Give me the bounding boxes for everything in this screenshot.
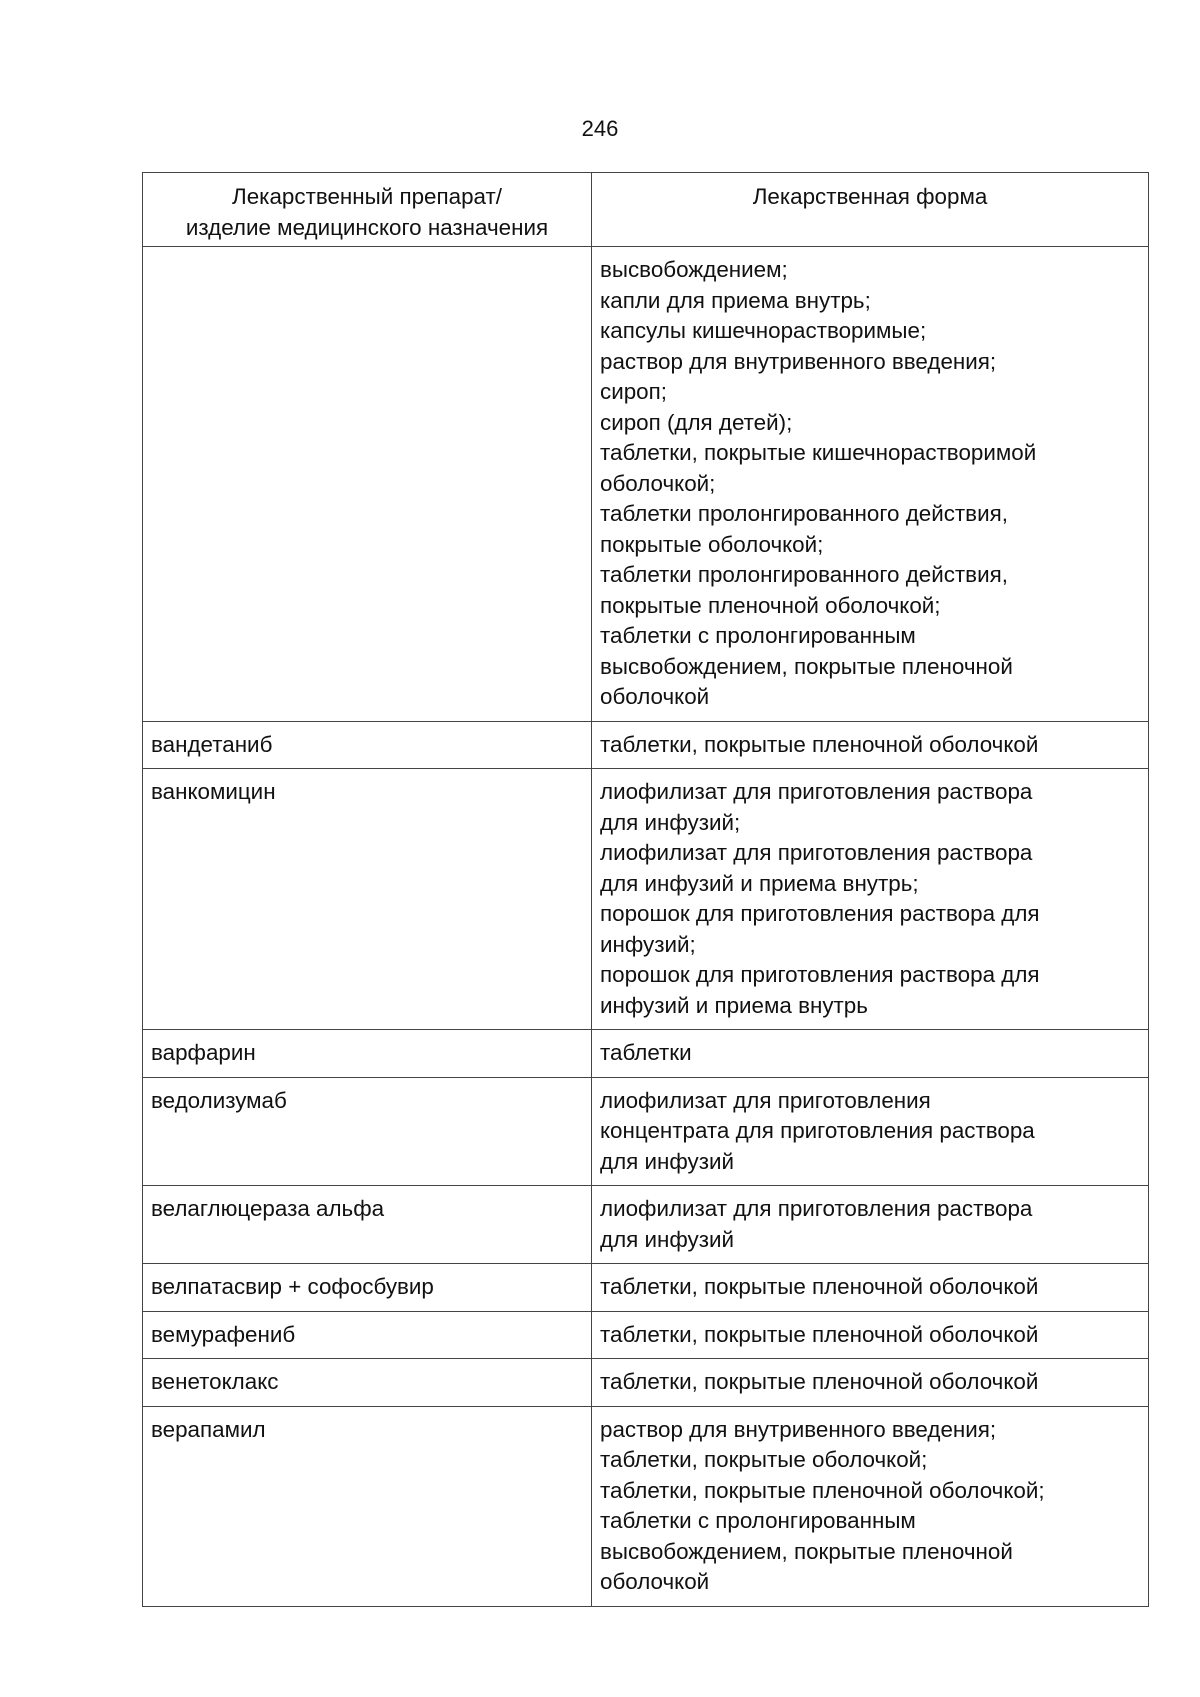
dosage-form-cell [592, 1030, 1149, 1078]
dosage-form-line: таблетки с пролонгированным [600, 1508, 916, 1533]
table-row [143, 247, 1149, 722]
drug-name-cell [143, 1186, 592, 1264]
drug-name: венетоклакс [151, 1369, 279, 1394]
dosage-form-line: высвобождением, покрытые пленочной [600, 653, 1013, 679]
header-form [592, 173, 1149, 247]
header-drug [143, 173, 592, 247]
dosage-form-line: таблетки, покрытые пленочной оболочкой [600, 1274, 1039, 1299]
dosage-form-line: таблетки, покрытые оболочкой; [600, 1447, 928, 1472]
drug-name-cell [143, 721, 592, 769]
drug-name: верапамил [151, 1416, 266, 1442]
dosage-form-line: раствор для внутривенного введения; [600, 1416, 997, 1442]
table-row [143, 1030, 1149, 1078]
table-row [143, 1077, 1149, 1186]
header-line: изделие медицинского назначения [185, 214, 549, 240]
dosage-form-cell [592, 247, 1149, 722]
dosage-form-line: сироп (для детей); [600, 409, 793, 435]
dosage-form-line: покрытые пленочной оболочкой; [600, 592, 941, 618]
dosage-form-line: капли для приема внутрь; [600, 287, 871, 313]
dosage-form-line: концентрата для приготовления раствора [600, 1118, 1035, 1143]
dosage-form-line: лиофилизат для приготовления раствора [600, 1196, 1033, 1221]
dosage-form-line: для инфузий и приема внутрь; [600, 870, 919, 896]
drug-name-cell [143, 1030, 592, 1078]
table-row [143, 721, 1149, 769]
dosage-form-line: таблетки пролонгированного действия, [600, 501, 1008, 526]
drug-name: ведолизумаб [151, 1087, 287, 1113]
drug-name: вандетаниб [151, 731, 273, 757]
dosage-form-line: сироп; [600, 379, 667, 404]
drug-name: велаглюцераза альфа [151, 1196, 385, 1221]
dosage-form-line: капсулы кишечнорастворимые; [600, 318, 927, 343]
dosage-form-line: высвобождением; [600, 257, 788, 282]
dosage-form-cell [592, 1406, 1149, 1606]
page-number: 246 [581, 116, 619, 141]
drug-name-cell [143, 1359, 592, 1407]
drug-name-cell [143, 1264, 592, 1312]
dosage-form-line: для инфузий [600, 1148, 734, 1174]
dosage-form-line: для инфузий; [600, 809, 741, 835]
dosage-form-cell [592, 721, 1149, 769]
dosage-form-line: высвобождением, покрытые пленочной [600, 1538, 1013, 1564]
dosage-form-line: порошок для приготовления раствора для [600, 962, 1040, 987]
dosage-form-line: таблетки, покрытые пленочной оболочкой [600, 1321, 1039, 1347]
table-row [143, 1311, 1149, 1359]
dosage-form-cell [592, 1264, 1149, 1312]
drug-name-cell [143, 247, 592, 722]
dosage-form-line: лиофилизат для приготовления [600, 1087, 931, 1113]
dosage-form-line: лиофилизат для приготовления раствора [600, 840, 1033, 865]
header-row [143, 173, 1149, 247]
drug-table [142, 172, 1149, 1607]
table-row [143, 1359, 1149, 1407]
dosage-form-line: покрытые оболочкой; [600, 531, 824, 557]
dosage-form-line: оболочкой; [600, 470, 716, 496]
dosage-form-line: для инфузий [600, 1226, 734, 1252]
table-header [143, 173, 1149, 247]
drug-name: вемурафениб [151, 1321, 296, 1347]
drug-name: ванкомицин [151, 779, 276, 804]
table-row [143, 1264, 1149, 1312]
drug-name: варфарин [151, 1040, 256, 1065]
table-row [143, 769, 1149, 1030]
dosage-form-cell [592, 1359, 1149, 1407]
dosage-form-line: таблетки, покрытые пленочной оболочкой [600, 1369, 1039, 1394]
dosage-form-line: оболочкой [600, 1569, 710, 1594]
dosage-form-line: оболочкой [600, 684, 710, 709]
dosage-form-line: инфузий; [600, 931, 696, 957]
dosage-form-line: таблетки, покрытые кишечнорастворимой [600, 440, 1037, 465]
dosage-form-line: лиофилизат для приготовления раствора [600, 779, 1033, 804]
dosage-form-cell [592, 1311, 1149, 1359]
dosage-form-line: таблетки, покрытые пленочной оболочкой; [600, 1477, 1045, 1503]
dosage-form-cell [592, 1186, 1149, 1264]
dosage-form-line: порошок для приготовления раствора для [600, 901, 1040, 926]
dosage-form-line: инфузий и приема внутрь [600, 992, 868, 1018]
dosage-form-line: таблетки с пролонгированным [600, 623, 916, 648]
dosage-form-cell [592, 1077, 1149, 1186]
dosage-form-line: раствор для внутривенного введения; [600, 348, 997, 374]
dosage-form-line: таблетки пролонгированного действия, [600, 562, 1008, 587]
drug-name-cell [143, 1077, 592, 1186]
drug-name: велпатасвир + софосбувир [151, 1274, 434, 1299]
header-line: Лекарственный препарат/ [232, 184, 502, 209]
dosage-form-cell [592, 769, 1149, 1030]
dosage-form-line: таблетки [600, 1040, 692, 1065]
drug-name-cell [143, 1406, 592, 1606]
drug-name-cell [143, 1311, 592, 1359]
table-body [143, 247, 1149, 1607]
drug-name-cell [143, 769, 592, 1030]
table-row [143, 1406, 1149, 1606]
header-line: Лекарственная форма [752, 184, 988, 209]
table-row [143, 1186, 1149, 1264]
dosage-form-line: таблетки, покрытые пленочной оболочкой [600, 731, 1039, 757]
